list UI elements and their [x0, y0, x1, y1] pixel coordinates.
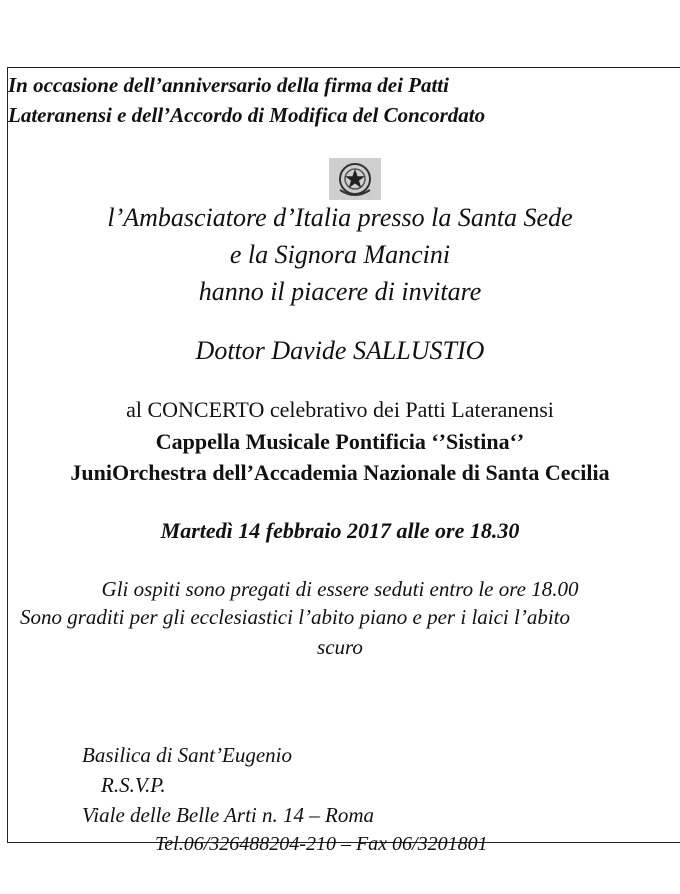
- note-dress: Sono graditi per gli ecclesiastici l’abito piano e per i laici l’abito: [20, 605, 571, 629]
- italian-republic-emblem-icon: [329, 158, 381, 200]
- event-ensemble-1: Cappella Musicale Pontificia ‘’Sistina‘’: [155, 429, 525, 454]
- venue-address: Viale delle Belle Arti n. 14 – Roma: [82, 803, 374, 827]
- note-dress-continued: scuro: [317, 635, 363, 659]
- venue-rsvp: R.S.V.P.: [101, 773, 166, 797]
- hosts-line-1: l’Ambasciatore d’Italia presso la Santa Sede: [107, 203, 573, 232]
- hosts-line-2: e la Signora Mancini: [229, 240, 451, 269]
- header-line-2: Lateranensi e dell’Accordo di Modifica del Concordato: [8, 103, 486, 127]
- event-datetime: Martedì 14 febbraio 2017 alle ore 18.30: [160, 518, 520, 543]
- venue-place: Basilica di Sant’Eugenio: [82, 743, 292, 767]
- event-intro: al CONCERTO celebrativo dei Patti Lateranensi: [126, 397, 554, 422]
- event-ensemble-2: JuniOrchestra dell’Accademia Nazionale di Santa Cecilia: [70, 460, 610, 485]
- note-seating: Gli ospiti sono pregati di essere seduti entro le ore 18.00: [101, 577, 579, 601]
- guest-name: Dottor Davide SALLUSTIO: [195, 336, 485, 365]
- header-line-1: In occasione dell’anniversario della firma dei Patti: [8, 73, 449, 97]
- venue-contacts: Tel.06/326488204-210 – Fax 06/3201801: [155, 833, 488, 855]
- hosts-line-3: hanno il piacere di invitare: [198, 277, 482, 306]
